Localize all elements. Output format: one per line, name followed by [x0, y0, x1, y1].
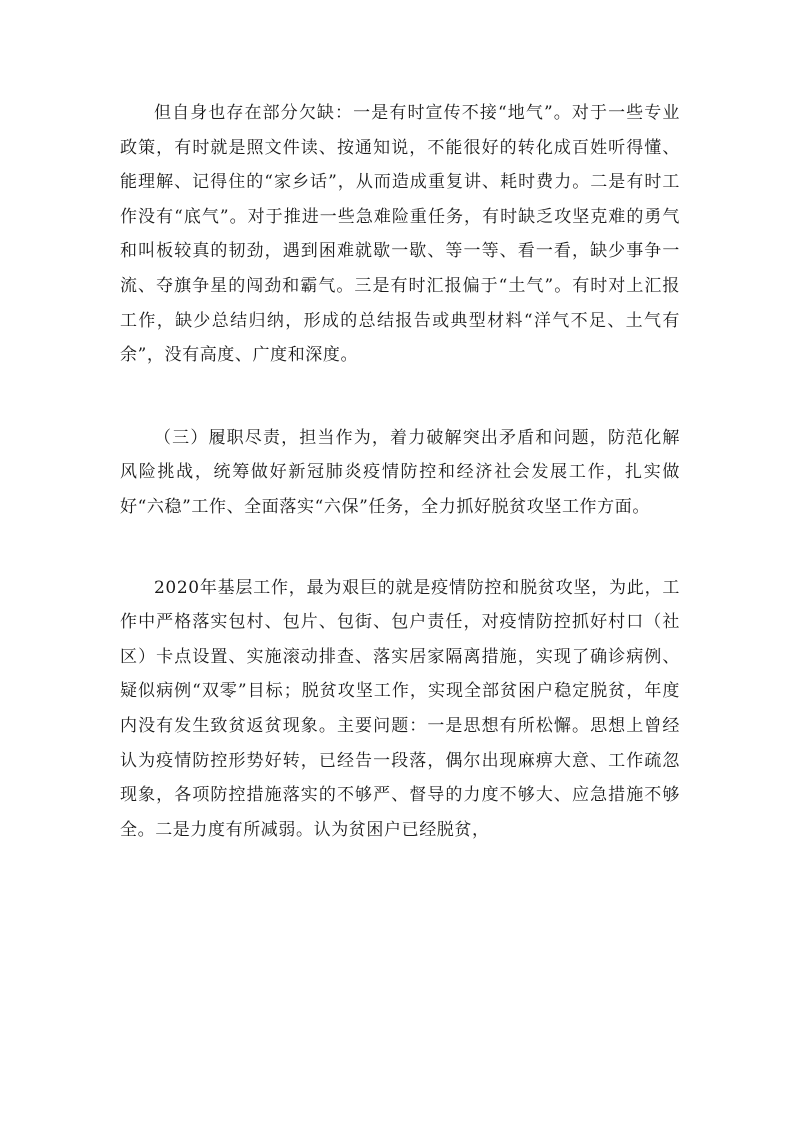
- document-page: [120, 96, 680, 895]
- paragraph-2020-work: 2020年基层工作，最为艰巨的就是疫情防控和脱贫攻坚，为此，工作中严格落实包村、包片、包街、包户责任，对疫情防控抓好村口（社区）卡点设置、实施滚动排查、落实居家隔离措施，实现了确诊病例、疑似病例“双零”目标；脱贫攻坚工作，实现全部贫困户稳定脱贫，年度内没有发生致贫返贫现象。主要问题：一是思想有所松懈。思想上曾经认为疫情防控形势好转，已经告一段落，偶尔出现麻痹大意、工作疏忽现象，各项防控措施落实的不够严、督导的力度不够大、应急措施不够全。二是力度有所减弱。认为贫困户已经脱贫，: [120, 577, 680, 840]
- paragraph-section-three-heading: （三）履职尽责，担当作为，着力破解突出矛盾和问题，防范化解风险挑战，统筹做好新冠肺炎疫情防控和经济社会发展工作，扎实做好“六稳”工作、全面落实“六保”任务，全力抓好脱贫攻坚工作方面。: [120, 427, 680, 517]
- paragraph-shortcomings: 但自身也存在部分欠缺：一是有时宣传不接“地气”。对于一些专业政策，有时就是照文件读、按通知说，不能很好的转化成百姓听得懂、能理解、记得住的“家乡话”，从而造成重复讲、耗时费力。二是有时工作没有“底气”。对于推进一些急难险重任务，有时缺乏攻坚克难的勇气和叫板较真的韧劲，遇到困难就歇一歇、等一等、看一看，缺少事争一流、夺旗争星的闯劲和霸气。三是有时汇报偏于“土气”。有时对上汇报工作，缺少总结归纳，形成的总结报告或典型材料“洋气不足、土气有余”，没有高度、广度和深度。: [120, 103, 680, 366]
